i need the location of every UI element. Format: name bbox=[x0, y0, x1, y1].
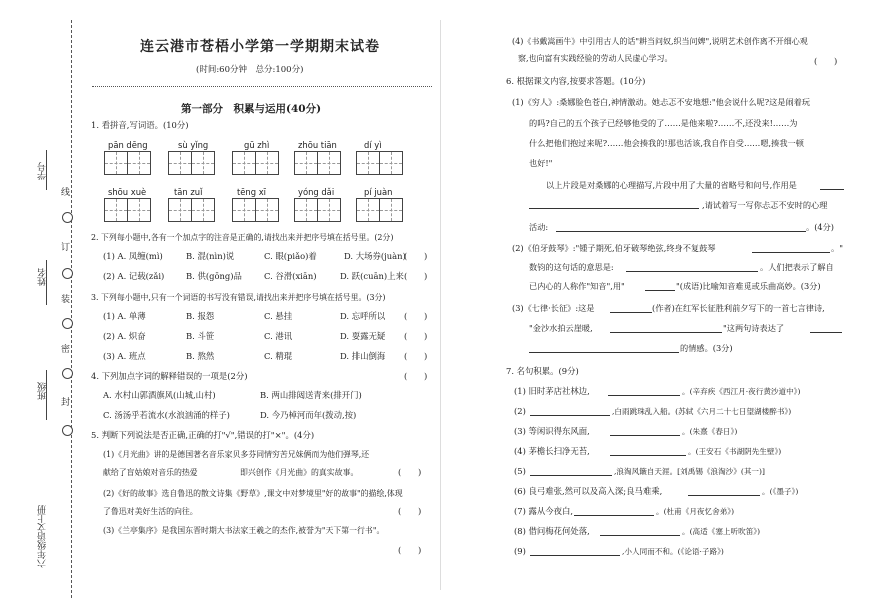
q3-option: B. 熬然 bbox=[186, 351, 215, 361]
q2-option: (1) A. 凤缠(mì) bbox=[103, 251, 163, 261]
seal-char: 密 bbox=[61, 342, 70, 355]
q4-option: B. 两山排闼送青来(排开门) bbox=[260, 390, 362, 400]
q4-stem: 4. 下列加点字词的解释错误的一项是(2分) bbox=[91, 371, 248, 381]
q6-text: 以上片段是对桑娜的心理描写,片段中用了大量的省略号和问号,作用是 bbox=[546, 180, 797, 190]
seal-circle bbox=[62, 368, 73, 379]
q6-text: 。(4分) bbox=[806, 222, 834, 232]
answer-blank[interactable] bbox=[530, 555, 620, 556]
seal-circle bbox=[62, 268, 73, 279]
q3-option: D. 排山倒海 bbox=[340, 351, 386, 361]
q3-option: D. 耍露无疑 bbox=[340, 331, 386, 341]
writing-grid[interactable] bbox=[168, 198, 215, 222]
pinyin: yóng dǎi bbox=[298, 187, 335, 197]
answer-blank[interactable] bbox=[529, 208, 699, 209]
answer-paren[interactable]: ( ) bbox=[404, 251, 428, 261]
writing-grid[interactable] bbox=[104, 151, 151, 175]
q7-item: (6) 良弓难张,然可以及高入深;良马难乘, bbox=[514, 486, 663, 496]
seal-char: 封 bbox=[61, 395, 70, 408]
q3-option: B. 斗笹 bbox=[186, 331, 215, 341]
q6-text: (3)《七律·长征》:这是 bbox=[512, 303, 595, 313]
q5-statement: 察,也向富有实践经验的劳动人民虚心学习。 bbox=[518, 54, 673, 63]
pinyin: sù yǐng bbox=[178, 140, 209, 150]
answer-blank[interactable] bbox=[530, 475, 612, 476]
q7-source: ,白雨跳珠乱入船。(苏轼《六月二十七日望湖楼醉书》) bbox=[612, 407, 792, 416]
q5-statement: 献给了盲姑娘对音乐的热爱 bbox=[103, 468, 198, 477]
q6-passage: (1)《穷人》:桑娜脸色苍白,神情激动。她忐忑不安地想:"他会说什么呢?这是闹着玩 bbox=[512, 97, 811, 107]
answer-blank[interactable] bbox=[610, 332, 722, 333]
q7-item: (1) 旧时茅店社林边, bbox=[514, 386, 590, 396]
writing-grid[interactable] bbox=[294, 151, 341, 175]
q5-statement: 了鲁迅对美好生活的向往。 bbox=[103, 507, 198, 516]
q3-option: D. 忘呼所以 bbox=[340, 311, 386, 321]
q6-text: 。人们把表示了解自 bbox=[760, 262, 834, 272]
name-label: 姓名 bbox=[38, 268, 48, 286]
q6-text: 已内心的人称作"知音",用" bbox=[529, 281, 625, 291]
q6-passage: 也好!" bbox=[529, 158, 553, 168]
q6-text: 活动: bbox=[529, 222, 549, 232]
answer-blank[interactable] bbox=[608, 395, 680, 396]
q3-option: C. 港讯 bbox=[264, 331, 293, 341]
answer-paren[interactable]: ( ) bbox=[398, 467, 422, 477]
q5-statement: (4)《书戴嵩画牛》中引用古人的话"耕当问奴,织当问婢",说明艺术创作离不开细心观 bbox=[512, 37, 808, 46]
pinyin: dí yì bbox=[364, 140, 382, 150]
exam-title: 连云港市苍梧小学第一学期期末试卷 bbox=[140, 39, 380, 55]
answer-paren[interactable]: ( ) bbox=[404, 351, 428, 361]
q6-text: (作者)在红军长征胜利前夕写下的一首七言律诗, bbox=[652, 303, 825, 313]
writing-grid[interactable] bbox=[232, 198, 279, 222]
answer-blank[interactable] bbox=[810, 332, 842, 333]
part-title: 第一部分 积累与运用(40分) bbox=[181, 103, 322, 115]
q7-source: 。(杜甫《月夜忆舍弟》) bbox=[656, 507, 735, 516]
answer-blank[interactable] bbox=[645, 290, 675, 291]
writing-grid[interactable] bbox=[232, 151, 279, 175]
seal-circle bbox=[62, 425, 73, 436]
q7-source: 。(辛弃疾《西江月·夜行黄沙道中》) bbox=[682, 387, 801, 396]
q7-item: (5) bbox=[514, 466, 526, 476]
pinyin: gū zhì bbox=[244, 140, 270, 150]
answer-blank[interactable] bbox=[574, 515, 654, 516]
q4-option: D. 今乃棹河而年(拨动,按) bbox=[260, 410, 357, 420]
q7-item: (8) 借问梅花何处落, bbox=[514, 526, 590, 536]
answer-blank[interactable] bbox=[626, 271, 758, 272]
q6-text: "(成语)比喻知音难觅或乐曲高妙。(3分) bbox=[676, 281, 821, 291]
q3-stem: 3. 下列每小题中,只有一个词语的书写没有错误,请找出来并把序号填在括号里。(3分) bbox=[91, 293, 386, 302]
q4-option: C. 汤汤乎若流水(水浪汹涌的样子) bbox=[103, 410, 230, 420]
q7-source: 。(王安石《书湖阴先生壁》) bbox=[688, 447, 782, 456]
q7-source: 。(《墨子》) bbox=[762, 487, 799, 496]
q2-option: D. 跃(cuān)上来 bbox=[340, 271, 404, 281]
q3-option: (1) A. 单薄 bbox=[103, 311, 146, 321]
q5-statement: (3)《兰亭集序》是我国东晋时期大书法家王羲之的杰作,被誉为"天下第一行书"。 bbox=[103, 526, 385, 535]
pinyin: pān dēng bbox=[108, 140, 148, 150]
q3-option: C. 悬挂 bbox=[264, 311, 293, 321]
q7-source: 。(高适《塞上听吹笛》) bbox=[682, 527, 761, 536]
q3-option: (3) A. 班点 bbox=[103, 351, 146, 361]
pinyin: shōu xuè bbox=[108, 187, 147, 197]
seal-circle bbox=[62, 212, 73, 223]
q7-source: ,浪淘风簸自天涯。[刘禹锡《浪淘沙》(其一)] bbox=[614, 467, 765, 476]
q2-option: B. 混(nìn)说 bbox=[186, 251, 235, 261]
seal-char: 线 bbox=[61, 185, 70, 198]
answer-blank[interactable] bbox=[752, 252, 830, 253]
q2-stem: 2. 下列每小题中,各有一个加点字的注音是正确的,请找出来并把序号填在括号里。(2分) bbox=[91, 233, 394, 242]
answer-blank[interactable] bbox=[600, 535, 680, 536]
q2-option: (2) A. 记载(zǎi) bbox=[103, 271, 165, 281]
dotted-divider bbox=[92, 86, 432, 87]
exam-subtitle: (时间:60分钟 总分:100分) bbox=[196, 65, 304, 75]
answer-paren[interactable]: ( ) bbox=[814, 56, 838, 66]
student-id-label: 学号 bbox=[38, 162, 48, 180]
q7-stem: 7. 名句积累。(9分) bbox=[506, 366, 579, 376]
q7-item: (9) bbox=[514, 546, 526, 556]
seal-char: 订 bbox=[61, 240, 70, 253]
q7-item: (7) 露从今夜白, bbox=[514, 506, 574, 516]
writing-grid[interactable] bbox=[356, 151, 403, 175]
seal-circle bbox=[62, 318, 73, 329]
q7-item: (3) 等闲识得东风面, bbox=[514, 426, 590, 436]
q6-text: "金沙水拍云崖暖, bbox=[529, 323, 593, 333]
pinyin: pí juàn bbox=[364, 187, 393, 197]
answer-paren[interactable]: ( ) bbox=[404, 271, 428, 281]
answer-paren[interactable]: ( ) bbox=[398, 545, 422, 555]
q6-stem: 6. 根据课文内容,按要求答题。(10分) bbox=[506, 76, 646, 86]
q2-option: C. 眼(piǎo)着 bbox=[264, 251, 317, 261]
pinyin: zhōu tiān bbox=[298, 140, 337, 150]
q6-text: 数钧的这句话的意思是: bbox=[529, 262, 614, 272]
answer-blank[interactable] bbox=[610, 455, 686, 456]
q7-source: ,小人同而不和。(《论语·子路》) bbox=[622, 547, 724, 556]
q6-text: ,请试着写一写你忐忑不安时的心理 bbox=[702, 200, 828, 210]
q6-passage: 的吗?自己的五个孩子已经够他受的了……是他来啦?……不,还没来!……为 bbox=[529, 118, 798, 128]
column-divider bbox=[440, 20, 441, 590]
answer-blank[interactable] bbox=[530, 415, 610, 416]
answer-paren[interactable]: ( ) bbox=[404, 371, 428, 381]
pinyin: tēng xī bbox=[237, 187, 267, 197]
q6-text: "这两句诗表达了 bbox=[723, 323, 785, 333]
answer-blank[interactable] bbox=[820, 189, 844, 190]
answer-paren[interactable]: ( ) bbox=[398, 506, 422, 516]
writing-grid[interactable] bbox=[294, 198, 341, 222]
q5-statement: 即兴创作《月光曲》的真实故事。 bbox=[240, 468, 359, 477]
writing-grid[interactable] bbox=[168, 151, 215, 175]
q2-option: D. 大场券(juàn) bbox=[344, 251, 406, 261]
q5-statement: (2)《好的故事》选自鲁迅的散文诗集《野草》,课文中对梦境里"好的故事"的描绘,体现 bbox=[103, 489, 403, 498]
q3-option: (2) A. 炽奋 bbox=[103, 331, 146, 341]
answer-blank[interactable] bbox=[556, 231, 806, 232]
writing-grid[interactable] bbox=[104, 198, 151, 222]
answer-paren[interactable]: ( ) bbox=[404, 311, 428, 321]
class-label: 班级 bbox=[38, 382, 48, 400]
answer-blank[interactable] bbox=[610, 435, 680, 436]
answer-blank[interactable] bbox=[529, 352, 679, 353]
q6-passage: 什么把他们抱过来呢?……他会揍我的!那也活该,我自作自受……嗯,揍我一顿 bbox=[529, 138, 804, 148]
grade-subject-label: 六年级语文上册 bbox=[38, 505, 48, 568]
q3-option: C. 精琨 bbox=[264, 351, 293, 361]
q7-source: 。(朱熹《春日》) bbox=[682, 427, 738, 436]
q7-item: (4) 茅檐长扫净无苔, bbox=[514, 446, 590, 456]
q2-option: C. 谷滑(xiān) bbox=[264, 271, 317, 281]
answer-blank[interactable] bbox=[688, 495, 760, 496]
writing-grid[interactable] bbox=[356, 198, 403, 222]
q5-stem: 5. 判断下列说法是否正确,正确的打"√",错误的打"×"。(4分) bbox=[91, 430, 315, 440]
seal-line bbox=[71, 20, 72, 598]
q2-option: B. 供(gōng)品 bbox=[186, 271, 242, 281]
q5-statement: (1)《月光曲》讲的是德国著名音乐家贝多芬同情穷苦兄妹俩而为他们弹琴,还 bbox=[103, 450, 370, 459]
q3-option: B. 报怨 bbox=[186, 311, 215, 321]
seal-char: 装 bbox=[61, 292, 70, 305]
answer-blank[interactable] bbox=[610, 312, 652, 313]
q7-item: (2) bbox=[514, 406, 526, 416]
q6-text: 的情感。(3分) bbox=[680, 343, 733, 353]
q1-stem: 1. 看拼音,写词语。(10分) bbox=[91, 120, 189, 130]
pinyin: tān zuǐ bbox=[174, 187, 203, 197]
q4-option: A. 水村山郭酒旗风(山城,山村) bbox=[103, 390, 216, 400]
answer-paren[interactable]: ( ) bbox=[404, 331, 428, 341]
q6-text: (2)《伯牙鼓琴》:"锺子期死,伯牙破琴绝弦,终身不复鼓琴 bbox=[512, 243, 716, 253]
binding-strip bbox=[0, 0, 88, 615]
